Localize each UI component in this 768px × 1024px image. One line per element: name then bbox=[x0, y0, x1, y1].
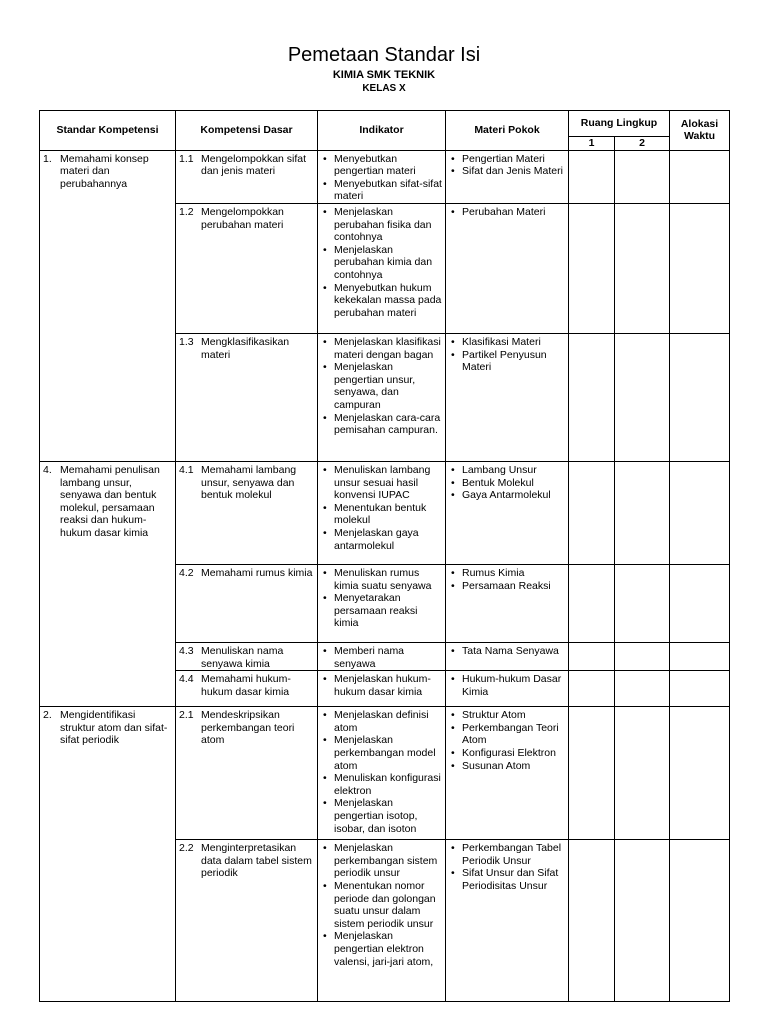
ruang-lingkup-2-cell bbox=[615, 642, 670, 670]
document-subtitle: KIMIA SMK TEKNIK bbox=[332, 69, 436, 81]
indikator-item bbox=[321, 797, 442, 835]
bullet-icon: • bbox=[451, 335, 455, 348]
bullet-icon: • bbox=[451, 867, 455, 880]
ruang-lingkup-1-cell bbox=[569, 461, 615, 564]
materi-text: Persamaan Reaksi bbox=[462, 579, 551, 592]
document-title: Pemetaan Standar Isi bbox=[287, 44, 481, 66]
kompetensi-dasar-cell bbox=[176, 461, 318, 564]
materi-item bbox=[449, 645, 565, 658]
sk-text: Memahami konsep materi dan perubahannya bbox=[60, 152, 149, 190]
bullet-icon: • bbox=[323, 281, 327, 294]
bullet-icon: • bbox=[451, 842, 455, 855]
alokasi-waktu-cell bbox=[670, 564, 730, 642]
kompetensi-dasar-cell bbox=[176, 840, 318, 1002]
materi-item bbox=[449, 580, 565, 593]
table-row bbox=[40, 707, 730, 840]
sk-number: 1. bbox=[43, 152, 52, 165]
materi-text: Struktur Atom bbox=[462, 709, 526, 722]
materi-list bbox=[449, 673, 565, 698]
indikator-text: Menuliskan lambang unsur sesuai hasil konvensi IUPAC bbox=[334, 463, 431, 502]
kd-number: 4.2 bbox=[179, 566, 194, 579]
kd-text: Menginterpretasikan data dalam tabel sistem periodik bbox=[201, 842, 312, 880]
bullet-icon: • bbox=[323, 411, 327, 424]
bullet-icon: • bbox=[451, 463, 455, 476]
alokasi-waktu-cell bbox=[670, 671, 730, 707]
materi-item bbox=[449, 673, 565, 698]
bullet-icon: • bbox=[451, 721, 455, 734]
indikator-item bbox=[321, 645, 442, 670]
indikator-text: Menjelaskan gaya antarmolekul bbox=[334, 526, 419, 552]
materi-text: Lambang Unsur bbox=[462, 463, 537, 476]
materi-text: Sifat Unsur dan Sifat Periodisitas Unsur bbox=[462, 867, 559, 892]
bullet-icon: • bbox=[323, 673, 327, 686]
indikator-text: Menjelaskan pengertian elektron valensi, jari-jari atom, bbox=[334, 930, 434, 968]
materi-text: Perkembangan Tabel Periodik Unsur bbox=[462, 842, 562, 867]
kd-number: 4.3 bbox=[179, 644, 194, 657]
bullet-icon: • bbox=[451, 348, 455, 361]
bullet-icon: • bbox=[323, 463, 327, 476]
bullet-icon: • bbox=[323, 205, 327, 218]
bullet-icon: • bbox=[451, 579, 455, 592]
indikator-cell bbox=[318, 642, 446, 670]
indikator-cell bbox=[318, 707, 446, 840]
bullet-icon: • bbox=[451, 165, 455, 178]
kd-number: 2.2 bbox=[179, 842, 194, 855]
materi-pokok-cell bbox=[446, 564, 569, 642]
materi-item bbox=[449, 842, 565, 867]
ruang-lingkup-1-cell bbox=[569, 203, 615, 333]
table-row bbox=[40, 150, 730, 203]
materi-pokok-cell bbox=[446, 461, 569, 564]
bullet-icon: • bbox=[323, 152, 327, 165]
indikator-item bbox=[321, 673, 442, 698]
kd-number: 4.1 bbox=[179, 463, 194, 476]
materi-list bbox=[449, 709, 565, 772]
bullet-icon: • bbox=[323, 243, 327, 256]
materi-text: Bentuk Molekul bbox=[462, 476, 534, 489]
materi-item bbox=[449, 206, 565, 219]
materi-text: Perubahan Materi bbox=[462, 205, 546, 218]
materi-pokok-cell bbox=[446, 333, 569, 461]
indikator-text: Menjelaskan cara-cara pemisahan campuran. bbox=[334, 411, 441, 437]
bullet-icon: • bbox=[323, 335, 327, 348]
indikator-item bbox=[321, 178, 442, 203]
ruang-lingkup-2-cell bbox=[615, 461, 670, 564]
ruang-lingkup-2-cell bbox=[615, 707, 670, 840]
sk-number: 4. bbox=[43, 463, 52, 476]
indikator-text: Menjelaskan perubahan kimia dan contohnya bbox=[334, 243, 433, 281]
bullet-icon: • bbox=[323, 526, 327, 539]
indikator-item bbox=[321, 930, 442, 968]
kd-number: 1.3 bbox=[179, 335, 194, 348]
indikator-text: Menjelaskan definisi atom bbox=[334, 709, 429, 734]
kd-text: Mendeskripsikan perkembangan teori atom bbox=[201, 709, 295, 747]
indikator-item bbox=[321, 527, 442, 552]
materi-item bbox=[449, 567, 565, 580]
materi-text: Gaya Antarmolekul bbox=[462, 489, 551, 502]
materi-text: Tata Nama Senyawa bbox=[462, 644, 559, 657]
indikator-item bbox=[321, 772, 442, 797]
materi-list bbox=[449, 206, 565, 219]
bullet-icon: • bbox=[323, 592, 327, 605]
indikator-item bbox=[321, 336, 442, 361]
indikator-cell bbox=[318, 333, 446, 461]
indikator-item bbox=[321, 361, 442, 411]
ruang-lingkup-2-cell bbox=[615, 671, 670, 707]
bullet-icon: • bbox=[451, 644, 455, 657]
materi-item bbox=[449, 867, 565, 892]
mapping-table bbox=[39, 110, 730, 1002]
materi-item bbox=[449, 477, 565, 490]
bullet-icon: • bbox=[323, 501, 327, 514]
indikator-item bbox=[321, 567, 442, 592]
indikator-item bbox=[321, 502, 442, 527]
alokasi-waktu-cell bbox=[670, 642, 730, 670]
indikator-list bbox=[321, 842, 442, 968]
bullet-icon: • bbox=[323, 566, 327, 579]
bullet-icon: • bbox=[451, 476, 455, 489]
materi-list bbox=[449, 336, 565, 374]
kompetensi-dasar-cell bbox=[176, 642, 318, 670]
indikator-text: Menuliskan rumus kimia suatu senyawa bbox=[334, 566, 432, 592]
kd-text: Mengelompokkan perubahan materi bbox=[201, 205, 284, 231]
kd-text: Mengelompokkan sifat dan jenis materi bbox=[201, 152, 307, 178]
kd-number: 1.1 bbox=[179, 152, 194, 165]
indikator-list bbox=[321, 336, 442, 437]
header-standar-kompetensi: Standar Kompetensi bbox=[40, 111, 176, 151]
kompetensi-dasar-cell bbox=[176, 707, 318, 840]
materi-text: Partikel Penyusun Materi bbox=[462, 348, 547, 374]
indikator-item bbox=[321, 592, 442, 630]
ruang-lingkup-2-cell bbox=[615, 150, 670, 203]
materi-text: Susunan Atom bbox=[462, 759, 531, 772]
materi-item bbox=[449, 349, 565, 374]
header-kompetensi-dasar: Kompetensi Dasar bbox=[176, 111, 318, 151]
indikator-cell bbox=[318, 461, 446, 564]
alokasi-waktu-cell bbox=[670, 461, 730, 564]
ruang-lingkup-1-cell bbox=[569, 564, 615, 642]
indikator-item bbox=[321, 734, 442, 772]
indikator-item bbox=[321, 206, 442, 244]
bullet-icon: • bbox=[451, 673, 455, 686]
bullet-icon: • bbox=[323, 644, 327, 657]
kd-text: Mengklasifikasikan materi bbox=[201, 335, 290, 361]
indikator-item bbox=[321, 842, 442, 880]
indikator-text: Menjelaskan pengertian isotop, isobar, dan isoton bbox=[334, 797, 418, 835]
indikator-list bbox=[321, 464, 442, 552]
kompetensi-dasar-cell bbox=[176, 203, 318, 333]
materi-item bbox=[449, 165, 565, 178]
alokasi-waktu-cell bbox=[670, 150, 730, 203]
bullet-icon: • bbox=[451, 746, 455, 759]
header-ruang-2: 2 bbox=[615, 137, 670, 151]
indikator-list bbox=[321, 153, 442, 203]
indikator-text: Menyebutkan hukum kekekalan massa pada perubahan materi bbox=[334, 281, 442, 319]
kompetensi-dasar-cell bbox=[176, 564, 318, 642]
indikator-text: Menyetarakan persamaan reaksi kimia bbox=[334, 592, 418, 630]
bullet-icon: • bbox=[323, 709, 327, 722]
indikator-cell bbox=[318, 671, 446, 707]
header-ruang-lingkup: Ruang Lingkup bbox=[569, 111, 670, 137]
ruang-lingkup-2-cell bbox=[615, 333, 670, 461]
materi-item bbox=[449, 153, 565, 166]
indikator-item bbox=[321, 412, 442, 437]
sk-text: Memahami penulisan lambang unsur, senyawa dan bentuk molekul, persamaan reaksi dan hukum-hukum dasar kimia bbox=[60, 463, 160, 539]
bullet-icon: • bbox=[323, 772, 327, 785]
indikator-text: Menentukan nomor periode dan golongan suatu unsur dalam sistem periodik unsur bbox=[334, 879, 436, 930]
alokasi-waktu-cell bbox=[670, 707, 730, 840]
alokasi-waktu-cell bbox=[670, 840, 730, 1002]
materi-list bbox=[449, 153, 565, 178]
indikator-text: Menjelaskan perubahan fisika dan contohnya bbox=[334, 205, 432, 244]
bullet-icon: • bbox=[451, 489, 455, 502]
bullet-icon: • bbox=[451, 566, 455, 579]
ruang-lingkup-1-cell bbox=[569, 642, 615, 670]
table-row bbox=[40, 461, 730, 564]
indikator-item bbox=[321, 244, 442, 282]
ruang-lingkup-1-cell bbox=[569, 333, 615, 461]
alokasi-waktu-cell bbox=[670, 333, 730, 461]
ruang-lingkup-2-cell bbox=[615, 840, 670, 1002]
indikator-text: Menjelaskan klasifikasi materi dengan bagan bbox=[334, 335, 441, 361]
table-body bbox=[40, 150, 730, 1002]
ruang-lingkup-1-cell bbox=[569, 671, 615, 707]
bullet-icon: • bbox=[451, 152, 455, 165]
bullet-icon: • bbox=[323, 734, 327, 747]
bullet-icon: • bbox=[323, 177, 327, 190]
kd-text: Memahami hukum-hukum dasar kimia bbox=[201, 673, 291, 698]
materi-list bbox=[449, 567, 565, 592]
materi-text: Pengertian Materi bbox=[462, 152, 545, 165]
ruang-lingkup-1-cell bbox=[569, 840, 615, 1002]
indikator-text: Menyebutkan sifat-sifat materi bbox=[334, 177, 442, 203]
materi-item bbox=[449, 760, 565, 773]
indikator-item bbox=[321, 880, 442, 930]
kd-text: Menuliskan nama senyawa kimia bbox=[201, 644, 284, 670]
indikator-list bbox=[321, 709, 442, 835]
document-header bbox=[0, 0, 768, 95]
indikator-list bbox=[321, 673, 442, 698]
header-ruang-1: 1 bbox=[569, 137, 615, 151]
indikator-cell bbox=[318, 203, 446, 333]
indikator-cell bbox=[318, 564, 446, 642]
materi-item bbox=[449, 489, 565, 502]
materi-list bbox=[449, 464, 565, 502]
indikator-text: Memberi nama senyawa bbox=[334, 644, 405, 670]
header-materi-pokok: Materi Pokok bbox=[446, 111, 569, 151]
ruang-lingkup-1-cell bbox=[569, 150, 615, 203]
indikator-text: Menuliskan konfigurasi elektron bbox=[334, 772, 441, 797]
bullet-icon: • bbox=[323, 361, 327, 374]
materi-item bbox=[449, 709, 565, 722]
kompetensi-dasar-cell bbox=[176, 333, 318, 461]
materi-text: Perkembangan Teori Atom bbox=[462, 721, 559, 747]
materi-item bbox=[449, 747, 565, 760]
bullet-icon: • bbox=[451, 205, 455, 218]
indikator-list bbox=[321, 645, 442, 670]
kd-number: 4.4 bbox=[179, 673, 194, 686]
bullet-icon: • bbox=[323, 797, 327, 810]
indikator-cell bbox=[318, 840, 446, 1002]
indikator-text: Menentukan bentuk molekul bbox=[334, 501, 427, 527]
materi-pokok-cell bbox=[446, 150, 569, 203]
indikator-text: Menjelaskan pengertian unsur, senyawa, dan campuran bbox=[334, 361, 416, 411]
indikator-list bbox=[321, 567, 442, 630]
indikator-text: Menjelaskan perkembangan sistem periodik unsur bbox=[334, 842, 438, 880]
materi-text: Klasifikasi Materi bbox=[462, 335, 541, 348]
materi-pokok-cell bbox=[446, 707, 569, 840]
indikator-item bbox=[321, 709, 442, 734]
alokasi-waktu-cell bbox=[670, 203, 730, 333]
header-alokasi-waktu: Alokasi Waktu bbox=[670, 111, 730, 151]
class-label: KELAS X bbox=[362, 83, 406, 94]
bullet-icon: • bbox=[323, 842, 327, 855]
header-indikator: Indikator bbox=[318, 111, 446, 151]
bullet-icon: • bbox=[451, 709, 455, 722]
kompetensi-dasar-cell bbox=[176, 671, 318, 707]
indikator-item bbox=[321, 464, 442, 502]
kd-text: Memahami rumus kimia bbox=[201, 566, 313, 579]
materi-text: Sifat dan Jenis Materi bbox=[462, 165, 563, 178]
materi-item bbox=[449, 464, 565, 477]
indikator-text: Menjelaskan perkembangan model atom bbox=[334, 734, 436, 772]
kd-number: 2.1 bbox=[179, 709, 194, 722]
indikator-cell bbox=[318, 150, 446, 203]
materi-item bbox=[449, 336, 565, 349]
materi-text: Hukum-hukum Dasar Kimia bbox=[462, 673, 562, 698]
bullet-icon: • bbox=[323, 879, 327, 892]
standar-kompetensi-cell bbox=[40, 707, 176, 1002]
indikator-text: Menyebutkan pengertian materi bbox=[334, 152, 416, 178]
kd-number: 1.2 bbox=[179, 205, 194, 218]
ruang-lingkup-2-cell bbox=[615, 203, 670, 333]
ruang-lingkup-2-cell bbox=[615, 564, 670, 642]
standar-kompetensi-cell bbox=[40, 150, 176, 461]
kompetensi-dasar-cell bbox=[176, 150, 318, 203]
materi-text: Konfigurasi Elektron bbox=[462, 746, 556, 759]
kd-text: Memahami lambang unsur, senyawa dan bentuk molekul bbox=[201, 463, 297, 502]
materi-list bbox=[449, 645, 565, 658]
materi-pokok-cell bbox=[446, 203, 569, 333]
materi-list bbox=[449, 842, 565, 892]
bullet-icon: • bbox=[451, 759, 455, 772]
materi-pokok-cell bbox=[446, 642, 569, 670]
bullet-icon: • bbox=[323, 930, 327, 943]
indikator-text: Menjelaskan hukum-hukum dasar kimia bbox=[334, 673, 431, 698]
materi-item bbox=[449, 722, 565, 747]
materi-text: Rumus Kimia bbox=[462, 566, 525, 579]
sk-number: 2. bbox=[43, 709, 52, 722]
indikator-list bbox=[321, 206, 442, 319]
indikator-item bbox=[321, 153, 442, 178]
standar-kompetensi-cell bbox=[40, 461, 176, 706]
ruang-lingkup-1-cell bbox=[569, 707, 615, 840]
indikator-item bbox=[321, 282, 442, 320]
materi-pokok-cell bbox=[446, 840, 569, 1002]
sk-text: Mengidentifikasi struktur atom dan sifat-sifat periodik bbox=[60, 709, 168, 747]
materi-pokok-cell bbox=[446, 671, 569, 707]
